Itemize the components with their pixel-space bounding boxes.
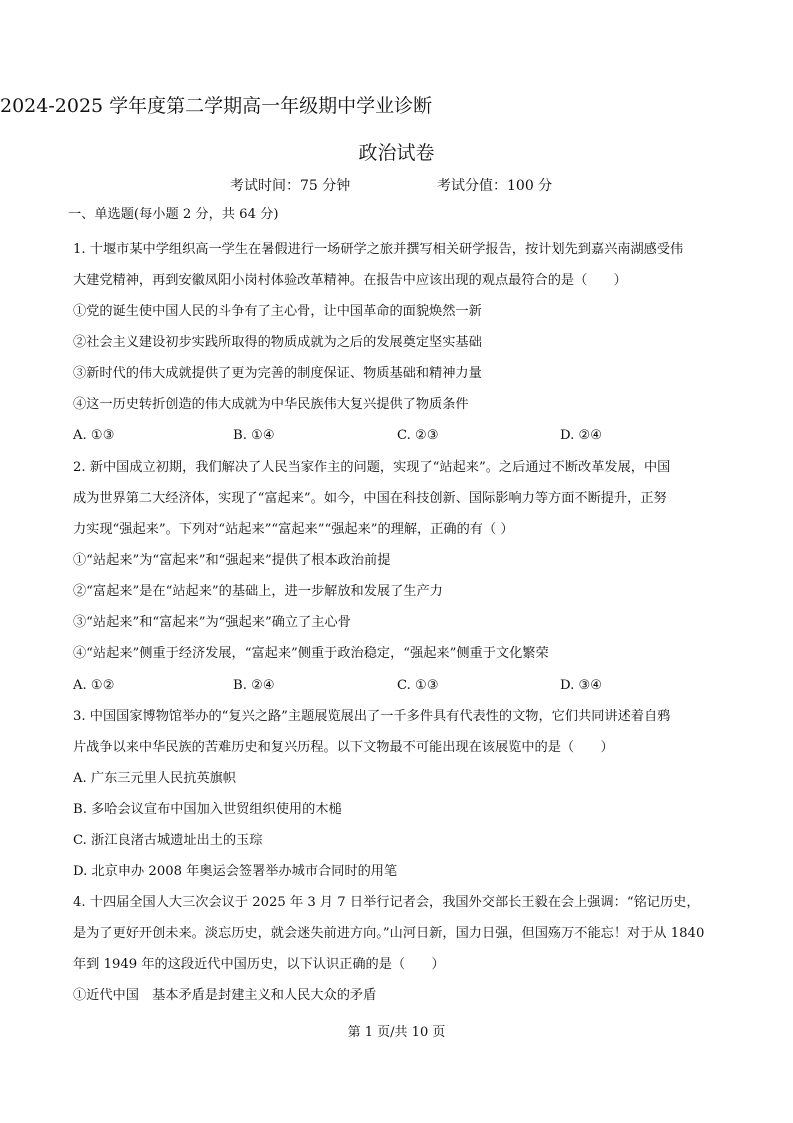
question-3-option-d: D. 北京申办 2008 年奥运会签署举办城市合同时的用笔 (73, 864, 398, 879)
question-2-option-d: D. ③④ (560, 678, 603, 693)
page-number: 第 1 页/共 10 页 (347, 1025, 446, 1040)
question-2-option-b: B. ②④ (233, 678, 275, 693)
question-3-option-c: C. 浙江良渚古城遗址出土的玉琮 (73, 833, 263, 848)
question-1-option-b: B. ①④ (233, 428, 275, 443)
question-1-statement: ④这一历史转折创造的伟大成就为中华民族伟大复兴提供了物质条件 (73, 397, 469, 412)
question-4-line: 4. 十四届全国人大三次会议于 2025 年 3 月 7 日举行记者会，我国外交部长王毅在会上强调：“铭记历史， (73, 895, 700, 910)
exam-title: 2024-2025 学年度第二学期高一年级期中学业诊断 (0, 95, 433, 117)
question-2-line: 力实现“强起来”。下列对“站起来”“富起来”“强起来”的理解，正确的有（ ） (73, 522, 514, 537)
question-2-line: 成为世界第二大经济体，实现了“富起来”。如今，中国在科技创新、国际影响力等方面不断提升，正努 (73, 491, 667, 506)
question-4-statement: ①近代中国 基本矛盾是封建主义和人民大众的矛盾 (73, 988, 377, 1003)
question-1-option-a: A. ①③ (73, 428, 115, 443)
question-1-line: 大建党精神，再到安徽凤阳小岗村体验改革精神。在报告中应该出现的观点最符合的是（ ） (73, 273, 627, 288)
question-3-line: 3. 中国国家博物馆举办的“复兴之路”主题展览展出了一千多件具有代表性的文物，它们共同讲述着自鸦 (73, 709, 671, 724)
exam-subtitle: 政治试卷 (358, 142, 435, 164)
question-1-option-d: D. ②④ (560, 428, 603, 443)
question-1-statement: ③新时代的伟大成就提供了更为完善的制度保证、物质基础和精神力量 (73, 366, 482, 381)
question-1-line: 1. 十堰市某中学组织高一学生在暑假进行一场研学之旅并撰写相关研学报告，按计划先到嘉兴南湖感受伟 (73, 242, 684, 257)
question-3-option-b: B. 多哈会议宣布中国加入世贸组织使用的木槌 (73, 802, 342, 817)
question-2-statement: ①“站起来”为“富起来”和“强起来”提供了根本政治前提 (73, 553, 391, 568)
question-2-option-c: C. ①③ (397, 678, 439, 693)
question-2-line: 2. 新中国成立初期，我们解决了人民当家作主的问题，实现了“站起来”。之后通过不断改革发展，中国 (73, 460, 671, 475)
question-3-line: 片战争以来中华民族的苦难历史和复兴历程。以下文物最不可能出现在该展览中的是（ ） (73, 740, 614, 755)
question-2-statement: ②“富起来”是在“站起来”的基础上，进一步解放和发展了生产力 (73, 584, 443, 599)
question-1-statement: ①党的诞生使中国人民的斗争有了主心骨，让中国革命的面貌焕然一新 (73, 304, 482, 319)
question-2-statement: ④“站起来”侧重于经济发展，“富起来”侧重于政治稳定，“强起来”侧重于文化繁荣 (73, 646, 549, 661)
section-heading: 一、单选题(每小题 2 分，共 64 分) (68, 207, 279, 222)
exam-time: 考试时间：75 分钟 (230, 178, 351, 194)
question-3-option-a: A. 广东三元里人民抗英旗帜 (73, 771, 236, 786)
question-1-statement: ②社会主义建设初步实践所取得的物质成就为之后的发展奠定坚实基础 (73, 335, 482, 350)
question-1-option-c: C. ②③ (397, 428, 439, 443)
question-4-line: 是为了更好开创未来。淡忘历史，就会迷失前进方向。”山河日新，国力日强，但国殇万不能忘！对于从 1840 (73, 926, 705, 941)
question-2-option-a: A. ①② (73, 678, 115, 693)
question-4-line: 年到 1949 年的这段近代中国历史，以下认识正确的是（ ） (73, 957, 445, 972)
question-2-statement: ③“站起来”和“富起来”为“强起来”确立了主心骨 (73, 615, 351, 630)
exam-score: 考试分值：100 分 (437, 178, 553, 194)
